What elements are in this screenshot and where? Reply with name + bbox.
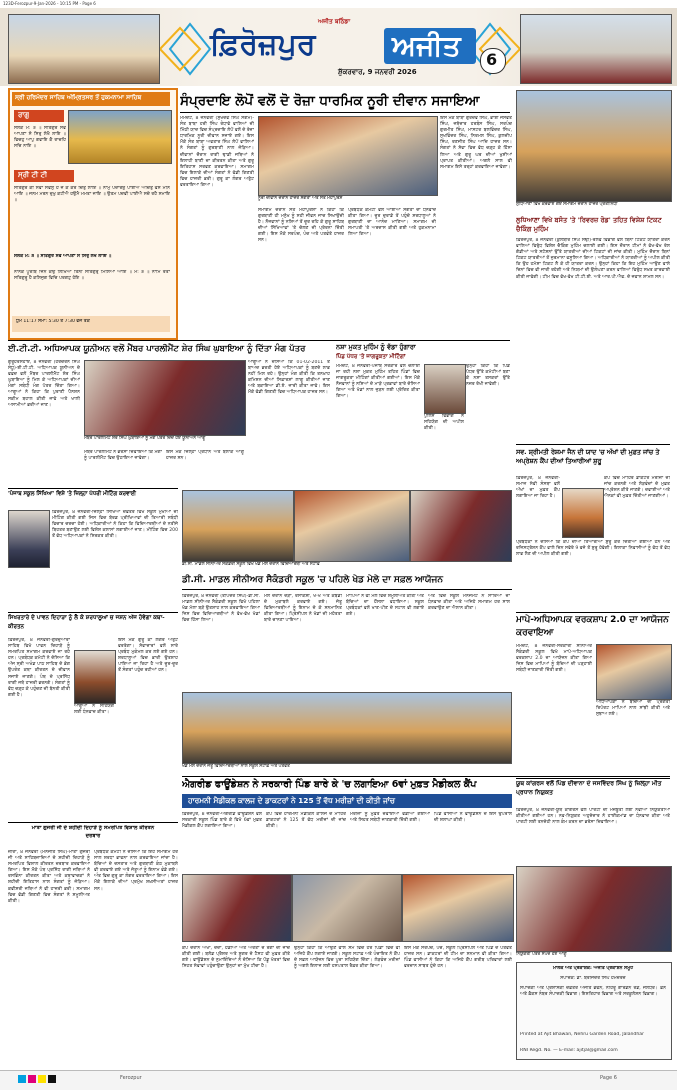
- subhead-nasha: ਪਿੰਡ ਪੱਧਰ 'ਤੇ ਜਾਗਰੂਕਤਾ ਮੀਟਿੰਗਾਂ: [336, 354, 406, 360]
- headline-small-left: ਮਾਤਾ ਗੁਜਰੀ ਜੀ ਦੇ ਸ਼ਹੀਦੀ ਦਿਹਾੜੇ ਨੂੰ ਸਮਰਪਿਤ ਵਿਸ਼ਾਲ ਕੀਰਤਨ ਦਰਬਾਰ: [31, 825, 155, 839]
- dc-photo-1: [182, 490, 294, 562]
- imprint-line3: Printed at Ajit Bhawan, Nehru Garden Road, Jalandhar: [520, 1032, 644, 1037]
- sidebar-line1: ਸਲੋਕ ਮ: ੩ ॥ ਸਤਿਗੁਰ ਸੇਵੇ ਆਪਣਾ ਸੋ ਸਿਰੁ ਲੇਖੈ ਲਾਇ ॥: [14, 254, 112, 259]
- footer-cmyk-cyan: [18, 1075, 26, 1083]
- ett-col1: ਗੁਰੂਹਰਸਹਾਏ, 8 ਜਨਵਰੀ (ਹਰਚਰਨ ਸਿੰਘ ਸੰਧੂ)-ਈ.ਟੀ.ਟੀ. ਅਧਿਆਪਕ ਯੂਨੀਅਨ ਦੇ ਵਫ਼ਦ ਵਲੋਂ ਮੈਂਬਰ ਪਾਰਲੀਮੈਂਟ ਸ਼ੇਰ ਸਿੰਘ ਘੁਬਾਇਆ ਨੂੰ ਮਿਲ ਕੇ ਅਧਿਆਪਕਾਂ ਦੀਆਂ ਮੰਗਾਂ ਸਬੰਧੀ ਮੰਗ ਪੱਤਰ ਦਿੱਤਾ ਗਿਆ। ਆਗੂਆਂ ਨੇ ਕਿਹਾ ਕਿ ਪੁਰਾਣੀ ਪੈਨਸ਼ਨ ਸਕੀਮ ਬਹਾਲ ਕੀਤੀ ਜਾਵੇ ਅਤੇ ਖਾਲੀ ਅਸਾਮੀਆਂ ਭਰੀਆਂ ਜਾਣ।: [8, 360, 80, 408]
- eye-camp-portrait: [562, 488, 604, 538]
- small-left-col2: ਪ੍ਰਬੰਧਕ ਕਮੇਟੀ ਨੇ ਦੱਸਿਆ ਕਿ ਇਹ ਸਮਾਗਮ ਹਰ ਸਾਲ ਸ਼ਰਧਾ ਭਾਵਨਾ ਨਾਲ ਕਰਵਾਇਆ ਜਾਂਦਾ ਹੈ। ਬੱਚਿਆਂ ਦੇ ਦਸਤਾਰ ਅਤੇ ਗੁਰਬਾਣੀ ਕੰਠ ਮੁਕਾਬਲੇ ਵੀ ਕਰਵਾਏ ਗਏ ਅਤੇ ਜੇਤੂਆਂ ਨੂੰ ਇਨਾਮ ਵੰਡੇ ਗਏ। ਅੰਤ ਵਿਚ ਗੁਰੂ ਕਾ ਲੰਗਰ ਵਰਤਾਇਆ ਗਿਆ। ਇਸ ਮੌਕੇ ਇਲਾਕੇ ਦੀਆਂ ਪ੍ਰਮੁੱਖ ਸ਼ਖ਼ਸੀਅਤਾਂ ਹਾਜ਼ਰ ਸਨ।: [94, 850, 178, 892]
- top-story-photo: [258, 116, 438, 196]
- rule-ett: [8, 340, 510, 341]
- bottom-col7: ਇਸ ਮੌਕੇ ਸਰਪੰਚ, ਪੰਚ, ਸਕੂਲ ਪ੍ਰਿੰਸੀਪਲ ਅਤੇ ਪਿੰਡ ਦੇ ਪਤਵੰਤੇ ਹਾਜ਼ਰ ਸਨ। ਡਾਕਟਰਾਂ ਦੀ ਟੀਮ ਦਾ ਸਨਮਾਨ ਵੀ ਕੀਤਾ ਗਿਆ। ਪਿੰਡ ਵਾਸੀਆਂ ਨੇ ਕਿਹਾ ਕਿ ਅਜਿਹੇ ਕੈਂਪ ਗਰੀਬ ਪਰਿਵਾਰਾਂ ਲਈ ਵਰਦਾਨ ਸਾਬਤ ਹੁੰਦੇ ਹਨ।: [404, 946, 512, 970]
- bottom-col6: ਉਨ੍ਹਾਂ ਕਿਹਾ ਕਿ ਆਉਣ ਵਾਲੇ ਸਮੇਂ ਵਿਚ ਹੋਰ ਪਿੰਡਾਂ ਵਿਚ ਵੀ ਅਜਿਹੇ ਕੈਂਪ ਲਗਾਏ ਜਾਣਗੇ। ਸਕੂਲ ਸਟਾਫ਼ ਅਤੇ ਪੰਚਾਇਤ ਨੇ ਕੈਂਪ ਦੇ ਸਫ਼ਲ ਆਯੋਜਨ ਵਿਚ ਪੂਰਾ ਸਹਿਯੋਗ ਦਿੱਤਾ। ਲੋੜਵੰਦ ਮਰੀਜ਼ਾਂ ਨੂੰ ਅਗਲੇ ਇਲਾਜ ਲਈ ਹਸਪਤਾਲ ਰੈਫ਼ਰ ਕੀਤਾ ਗਿਆ।: [294, 946, 400, 970]
- dc-caption: ਡੀ.ਸੀ. ਮਾਡਲ ਸੀਨੀਅਰ ਸੈਕੰਡਰੀ ਸਕੂਲ ਵਿਖੇ ਖੇਡ ਮੇਲੇ ਦੌਰਾਨ ਵਿਦਿਆਰਥੀ ਅਤੇ ਸਟਾਫ਼: [182, 562, 320, 567]
- left-lower-col2: ਇਸ ਮੌਕੇ ਗੁਰੂ ਕਾ ਲੰਗਰ ਅਤੁੱਟ ਵਰਤੇਗਾ। ਸੇਵਾਦਾਰਾਂ ਵਲੋਂ ਸਾਰੇ ਪ੍ਰਬੰਧ ਮੁਕੰਮਲ ਕਰ ਲਏ ਗਏ ਹਨ। ਸ਼ਰਧਾਲੂਆਂ ਵਿਚ ਭਾਰੀ ਉਤਸ਼ਾਹ ਪਾਇਆ ਜਾ ਰਿਹਾ ਹੈ ਅਤੇ ਦੂਰ-ਦੂਰ ਤੋਂ ਸੰਗਤਾਂ ਪਹੁੰਚ ਰਹੀਆਂ ਹਨ।: [118, 638, 178, 674]
- right-lower-caption: ਨਿਯੁਕਤੀ ਪੱਤਰ ਸੌਂਪਦੇ ਹੋਏ ਆਗੂ: [516, 952, 567, 957]
- nasha-col1: ਮਮਦੋਟ, 8 ਜਨਵਰੀ-ਪੰਜਾਬ ਸਰਕਾਰ ਵਲੋਂ ਚਲਾਈ ਜਾ ਰਹੀ ਨਸ਼ਾ ਮੁਕਤ ਮੁਹਿੰਮ ਤਹਿਤ ਪਿੰਡਾਂ ਵਿਚ ਜਾਗਰੂਕਤਾ ਮੀਟਿੰਗਾਂ ਕੀਤੀਆਂ ਗਈਆਂ। ਇਸ ਮੌਕੇ ਨੌਜਵਾਨਾਂ ਨੂੰ ਨਸ਼ਿਆਂ ਦੇ ਮਾੜੇ ਪ੍ਰਭਾਵਾਂ ਬਾਰੇ ਦੱਸਿਆ ਗਿਆ ਅਤੇ ਖੇਡਾਂ ਨਾਲ ਜੁੜਨ ਲਈ ਪ੍ਰੇਰਿਤ ਕੀਤਾ ਗਿਆ।: [336, 364, 420, 400]
- masthead-title-b: ਅਜੀਤ: [392, 29, 461, 62]
- headline-left-mid: 'ਪੰਜਾਬ ਸਕੂਲ ਸਿੱਖਿਆ' ਵਿਸ਼ੇ 'ਤੇ ਜ਼ਿਲ੍ਹਾ ਪੱਧਰੀ ਮੀਟਿੰਗ ਕਰਵਾਈ: [8, 491, 136, 497]
- left-mid-col: ਫ਼ਿਰੋਜ਼ਪੁਰ, 8 ਜਨਵਰੀ-ਜ਼ਿਲ੍ਹਾ ਸਿੱਖਿਆ ਦਫ਼ਤਰ ਵਿਖੇ ਸਕੂਲ ਮੁਖੀਆਂ ਦੀ ਮੀਟਿੰਗ ਕੀਤੀ ਗਈ ਜਿਸ ਵਿਚ ਬੋਰਡ ਪ੍ਰੀਖਿਆਵਾਂ ਦੀ ਤਿਆਰੀ ਸਬੰਧੀ ਵਿਚਾਰ ਚਰਚਾ ਹੋਈ। ਅਧਿਕਾਰੀਆਂ ਨੇ ਕਿਹਾ ਕਿ ਵਿਦਿਆਰਥੀਆਂ ਦੇ ਨਤੀਜੇ ਬਿਹਤਰ ਬਣਾਉਣ ਲਈ ਵਿਸ਼ੇਸ਼ ਕਲਾਸਾਂ ਲਗਾਈਆਂ ਜਾਣ। ਮੀਟਿੰਗ ਵਿਚ 200 ਤੋਂ ਵੱਧ ਅਧਿਆਪਕਾਂ ਨੇ ਸ਼ਿਰਕਤ ਕੀਤੀ।: [52, 510, 178, 540]
- sidebar-tag2-text: ਸ੍ਰੀ ਟੀ ਟੀ: [18, 171, 48, 179]
- right-top-caption: ਲੁਧਿਆਣਾ ਵਿਖੇ ਕਰਵਾਏ ਗਏ ਸਮਾਗਮ ਦੌਰਾਨ ਹਾਜ਼ਰ ਪ੍ਰਤੀਨਿਧੀ: [516, 202, 618, 207]
- headline-right-lower: ਯੂਥ ਕਾਂਗਰਸ ਵਲੋਂ ਪਿੰਡ ਦੀਵਾਨਾ ਦੇ ਜਸਵਿੰਦਰ ਸਿੰਘ ਨੂੰ ਜ਼ਿਲ੍ਹਾ ਮੀਤ ਪ੍ਰਧਾਨ ਨਿਯੁਕਤ: [516, 780, 662, 796]
- print-slug: 123D-Ferozpur-9-Jan-2026 - 10:15 PM - Page 6: [3, 1, 96, 6]
- masthead-title-a: ਫ਼ਿਰੋਜ਼ਪੁਰ: [210, 27, 316, 62]
- headline-ett: ਈ.ਟੀ.ਟੀ. ਅਧਿਆਪਕ ਯੂਨੀਅਨ ਵਲੋਂ ਮੈਂਬਰ ਪਾਰਲੀਮੈਂਟ ਸ਼ੇਰ ਸਿੰਘ ਘੁਬਾਇਆ ਨੂੰ ਦਿੱਤਾ ਮੰਗ ਪੱਤਰ: [8, 344, 306, 354]
- ett-col3: ਇਸ ਮੌਕੇ ਜ਼ਿਲ੍ਹਾ ਪ੍ਰਧਾਨ ਅਤੇ ਬਲਾਕ ਆਗੂ ਹਾਜ਼ਰ ਸਨ।: [166, 450, 244, 462]
- sidebar-text-2: ਸਤਿਗੁਰ ਕੀ ਸੇਵਾ ਸਫਲੁ ਹੈ ਜੇ ਕੋ ਕਰੇ ਚਿਤੁ ਲਾਇ ॥ ਨਾਮੁ ਪਦਾਰਥੁ ਪਾਈਐ ਅਚਿੰਤੁ ਵਸੈ ਮਨਿ ਆਇ ॥ ਜਨਮ ਮਰਨ ਦੁਖੁ ਕਟੀਐ ਹਉਮੈ ਮਮਤਾ ਜਾਇ ॥ ਉਤਮ ਪਦਵੀ ਪਾਈਐ ਸਚੇ ਰਹੈ ਸਮਾਇ ॥: [14, 186, 170, 204]
- masthead-left-photo: [8, 14, 160, 84]
- imprint-body: ਸੰਪਾਦਕੀ ਅਤੇ ਪ੍ਰਸ਼ਾਸਕੀ ਦਫ਼ਤਰ ਅਜੀਤ ਭਵਨ, ਨਹਿਰੂ ਗਾਰਡਨ ਰੋਡ, ਜਲੰਧਰ। ਫ਼ੋਨ ਅਤੇ ਫ਼ੈਕਸ ਨੰਬਰ ਸੰਪਾਦਕੀ ਵਿਭਾਗ। ਇਸ਼ਤਿਹਾਰ ਵਿਭਾਗ ਅਤੇ ਸਰਕੂਲੇਸ਼ਨ ਵਿਭਾਗ।: [520, 986, 666, 998]
- top-story-col4: ਇਸ ਮੌਕੇ ਬਾਬਾ ਗੁਰਦੇਵ ਸਿੰਘ, ਭਾਈ ਜਸਵੰਤ ਸਿੰਘ, ਜਥੇਦਾਰ ਹਰਬੰਸ ਸਿੰਘ, ਸਰਪੰਚ ਗੁਰਮੀਤ ਸਿੰਘ, ਮਾਸਟਰ ਬਲਵਿੰਦਰ ਸਿੰਘ, ਸੁਖਵਿੰਦਰ ਸਿੰਘ, ਨਿਰਮਲ ਸਿੰਘ, ਕੁਲਦੀਪ ਸਿੰਘ, ਰਣਜੀਤ ਸਿੰਘ ਆਦਿ ਹਾਜ਼ਰ ਸਨ। ਸੰਗਤਾਂ ਨੇ ਸੇਵਾ ਵਿਚ ਵੱਧ ਚੜ੍ਹ ਕੇ ਹਿੱਸਾ ਲਿਆ ਅਤੇ ਗੁਰੂ ਘਰ ਦੀਆਂ ਖੁਸ਼ੀਆਂ ਪ੍ਰਾਪਤ ਕੀਤੀਆਂ। ਅਗਲੇ ਸਾਲ ਵੀ ਸਮਾਗਮ ਇਸੇ ਤਰ੍ਹਾਂ ਕਰਵਾਇਆ ਜਾਵੇਗਾ।: [440, 116, 512, 170]
- left-lower-col3: ਆਗੂਆਂ ਨੇ ਸਹਿਯੋਗ ਲਈ ਧੰਨਵਾਦ ਕੀਤਾ।: [74, 704, 114, 716]
- sidebar-box-title: ਸ੍ਰੀ ਹਰਿਮੰਦਰ ਸਾਹਿਬ ਅੰਮ੍ਰਿਤਸਰ ਤੋਂ ਹੁਕਮਨਾਮਾ ਸਾਹਿਬ: [15, 94, 142, 101]
- rule-right-mid: [516, 444, 670, 445]
- masthead-right-photo: [520, 14, 672, 84]
- bottom-photo-2: [292, 874, 402, 942]
- top-story-col1: ਮਮਦੋਟ, 8 ਜਨਵਰੀ (ਸੁਖਦੇਵ ਸਿੰਘ ਸੰਗਮ)-ਸੰਤ ਬਾਬਾ ਹਰੀ ਸਿੰਘ ਰੰਧਾਵੇ ਵਾਲਿਆਂ ਦੀ ਮਿੱਠੀ ਯਾਦ ਵਿਚ ਸੰਪ੍ਰਦਾਇ ਲੋਪੋਂ ਵਲੋਂ ਦੋ ਰੋਜ਼ਾ ਧਾਰਮਿਕ ਨੂਰੀ ਦੀਵਾਨ ਸਜਾਏ ਗਏ। ਇਸ ਮੌਕੇ ਸੰਤ ਬਾਬਾ ਅਵਤਾਰ ਸਿੰਘ ਲੋਪੋਂ ਵਾਲਿਆਂ ਨੇ ਸੰਗਤਾਂ ਨੂੰ ਗੁਰਬਾਣੀ ਨਾਲ ਜੋੜਿਆ। ਦੀਵਾਨਾਂ ਦੌਰਾਨ ਰਾਗੀ ਢਾਡੀ ਜਥਿਆਂ ਨੇ ਇਲਾਹੀ ਬਾਣੀ ਦਾ ਕੀਰਤਨ ਕੀਤਾ ਅਤੇ ਗੁਰੂ ਇਤਿਹਾਸ ਸਰਵਣ ਕਰਵਾਇਆ। ਸਮਾਗਮ ਵਿਚ ਇਲਾਕੇ ਦੀਆਂ ਸੰਗਤਾਂ ਨੇ ਵੱਡੀ ਗਿਣਤੀ ਵਿਚ ਹਾਜ਼ਰੀ ਭਰੀ। ਗੁਰੂ ਕਾ ਲੰਗਰ ਅਤੁੱਟ ਵਰਤਾਇਆ ਗਿਆ।: [180, 116, 254, 189]
- headline-top: ਸੰਪ੍ਰਦਾਇ ਲੋਪੋਂ ਵਲੋਂ ਦੋ ਰੋਜ਼ਾ ਧਾਰਮਿਕ ਨੂਰੀ ਦੀਵਾਨ ਸਜਾਇਆ: [180, 93, 480, 109]
- eye-camp-col3: ਪ੍ਰਬੰਧਕਾਂ ਨੇ ਦੱਸਿਆ ਕਿ ਕੈਂਪ ਦੀਆਂ ਤਿਆਰੀਆਂ ਸ਼ੁਰੂ ਕਰ ਦਿੱਤੀਆਂ ਗਈਆਂ ਹਨ ਅਤੇ ਰਜਿਸਟ੍ਰੇਸ਼ਨ ਕੈਂਪ ਵਾਲੇ ਦਿਨ ਸਵੇਰੇ 9 ਵਜੇ ਤੋਂ ਸ਼ੁਰੂ ਹੋਵੇਗੀ। ਇਲਾਕਾ ਨਿਵਾਸੀਆਂ ਨੂੰ ਵੱਧ ਤੋਂ ਵੱਧ ਲਾਭ ਲੈਣ ਦੀ ਅਪੀਲ ਕੀਤੀ ਗਈ।: [516, 540, 670, 558]
- right-top-photo: [516, 90, 672, 202]
- sidebar-golden-temple-photo: [68, 110, 172, 164]
- imprint-line4: RNI Regd. No. — E-mail: ajitjal@gmail.com: [520, 1048, 618, 1053]
- headline-workshop: ਮਾਪੇ-ਅਧਿਆਪਕ ਵਰਕਸ਼ਾਪ 2.0 ਦਾ ਆਯੋਜਨ ਕਰਵਾਇਆ: [516, 615, 669, 638]
- rule-dc: [182, 589, 512, 590]
- rule-top: [180, 112, 510, 113]
- headline-nasha: ਨਸ਼ਾ ਮੁਕਤ ਮੁਹਿੰਮ ਨੂੰ ਵੱਡਾ ਹੁੰਗਾਰਾ: [336, 343, 416, 351]
- rule-small-left: [8, 822, 178, 823]
- ett-col4: ਆਗੂਆਂ ਨੇ ਦੱਸਿਆ ਕਿ 01-02-2011 ਤੋਂ ਬਾਅਦ ਭਰਤੀ ਹੋਏ ਅਧਿਆਪਕਾਂ ਨੂੰ ਬਣਦੇ ਲਾਭ ਨਹੀਂ ਮਿਲ ਰਹੇ। ਉਨ੍ਹਾਂ ਮੰਗ ਕੀਤੀ ਕਿ ਤਨਖ਼ਾਹ ਕਮਿਸ਼ਨ ਦੀਆਂ ਸਿਫ਼ਾਰਸ਼ਾਂ ਲਾਗੂ ਕੀਤੀਆਂ ਜਾਣ ਅਤੇ ਬਕਾਇਆ ਡੀ.ਏ. ਜਾਰੀ ਕੀਤਾ ਜਾਵੇ। ਇਸ ਮੌਕੇ ਵੱਡੀ ਗਿਣਤੀ ਵਿਚ ਅਧਿਆਪਕ ਹਾਜ਼ਰ ਸਨ।: [248, 360, 330, 396]
- dc-photo-3: [410, 490, 512, 562]
- bottom-photo-1: [182, 874, 292, 942]
- top-story-col2: ਸਮਾਗਮ ਦੌਰਾਨ ਸੰਤ ਮਹਾਂਪੁਰਸ਼ਾਂ ਨੇ ਕਿਹਾ ਕਿ ਗੁਰਬਾਣੀ ਹੀ ਮਨੁੱਖ ਨੂੰ ਸਹੀ ਜੀਵਨ ਜਾਚ ਸਿਖਾਉਂਦੀ ਹੈ। ਨੌਜਵਾਨਾਂ ਨੂੰ ਨਸ਼ਿਆਂ ਤੋਂ ਦੂਰ ਰਹਿ ਕੇ ਗੁਰੂ ਸਾਹਿਬ ਦੀਆਂ ਸਿੱਖਿਆਵਾਂ 'ਤੇ ਚੱਲਣ ਦੀ ਪ੍ਰੇਰਨਾ ਦਿੱਤੀ ਗਈ। ਇਸ ਮੌਕੇ ਸਰਪੰਚ, ਪੰਚ ਅਤੇ ਪਤਵੰਤੇ ਹਾਜ਼ਰ ਸਨ।: [258, 208, 344, 244]
- left-lower-col1: ਫ਼ਿਰੋਜ਼ਪੁਰ, 8 ਜਨਵਰੀ-ਗੁਰਦੁਆਰਾ ਸਾਹਿਬ ਵਿਖੇ ਪਾਵਨ ਦਿਹਾੜੇ ਨੂੰ ਸਮਰਪਿਤ ਸਮਾਗਮ ਕਰਵਾਏ ਜਾ ਰਹੇ ਹਨ। ਪ੍ਰਬੰਧਕ ਕਮੇਟੀ ਨੇ ਦੱਸਿਆ ਕਿ ਅੱਜ ਸ੍ਰੀ ਅਖੰਡ ਪਾਠ ਸਾਹਿਬ ਦੇ ਭੋਗ ਉਪਰੰਤ ਕਥਾ ਕੀਰਤਨ ਦੇ ਦੀਵਾਨ ਸਜਾਏ ਜਾਣਗੇ। ਪੰਥ ਦੇ ਪ੍ਰਸਿੱਧ ਰਾਗੀ ਜਥੇ ਹਾਜ਼ਰੀ ਭਰਨਗੇ। ਸੰਗਤਾਂ ਨੂੰ ਵੱਧ ਚੜ੍ਹ ਕੇ ਪਹੁੰਚਣ ਦੀ ਬੇਨਤੀ ਕੀਤੀ ਗਈ ਹੈ।: [8, 638, 70, 698]
- sidebar-text-3: ਨਾਨਕ ਪੂਰਬਿ ਜਿਨ ਕਉ ਲਿਖਿਆ ਤਿਨੀ ਸਤਿਗੁਰੁ ਮਿਲਿਆ ਆਇ ॥ ਮ: ੩ ॥ ਨਾਮਿ ਰਤਾ ਸਤਿਗੁਰੂ ਹੈ ਕਲਿਜੁਗ ਵਿਚਿ ਪਰਗਟੁ ਹੋਇ ॥: [14, 270, 170, 282]
- small-left-col1: ਜ਼ੀਰਾ, 8 ਜਨਵਰੀ (ਮਨਜੀਤ ਸਿੰਘ)-ਮਾਤਾ ਗੁਜਰੀ ਜੀ ਅਤੇ ਸਾਹਿਬਜ਼ਾਦਿਆਂ ਦੇ ਸ਼ਹੀਦੀ ਦਿਹਾੜੇ ਨੂੰ ਸਮਰਪਿਤ ਵਿਸ਼ਾਲ ਕੀਰਤਨ ਦਰਬਾਰ ਕਰਵਾਇਆ ਗਿਆ। ਇਸ ਮੌਕੇ ਪੰਥ ਪ੍ਰਸਿੱਧ ਰਾਗੀ ਜਥਿਆਂ ਨੇ ਰਸਭਿੰਨਾ ਕੀਰਤਨ ਕੀਤਾ ਅਤੇ ਕਥਾਵਾਚਕਾਂ ਨੇ ਸ਼ਹੀਦੀ ਇਤਿਹਾਸ ਨਾਲ ਸੰਗਤਾਂ ਨੂੰ ਜੋੜਿਆ। ਕਵੀਸ਼ਰੀ ਜਥਿਆਂ ਨੇ ਵੀ ਹਾਜ਼ਰੀ ਭਰੀ। ਸਮਾਗਮ ਵਿਚ ਵੱਡੀ ਗਿਣਤੀ ਵਿਚ ਸੰਗਤਾਂ ਨੇ ਸ਼ਮੂਲੀਅਤ ਕੀਤੀ।: [8, 850, 90, 904]
- headline-dc: ਡੀ.ਸੀ. ਮਾਡਲ ਸੀਨੀਅਰ ਸੈਕੰਡਰੀ ਸਕੂਲ 'ਚ ਪਹਿਲੇ ਖੇਡ ਮੇਲੇ ਦਾ ਸਫ਼ਲ ਆਯੋਜਨ: [182, 575, 443, 585]
- sidebar-box: [8, 88, 178, 340]
- imprint-line2: ਸੰਪਾਦਕ: ਡਾ. ਬਰਜਿੰਦਰ ਸਿੰਘ ਹਮਦਰਦ: [560, 976, 626, 981]
- masthead-small-label: ਅਜੀਤ ਬਠਿੰਡਾ: [318, 18, 351, 25]
- sidebar-text-1: ਸਲੋਕ ਮ: ੩ ॥ ਸਤਿਗੁਰ ਸੇਵੇ ਆਪਣਾ ਸੋ ਸਿਰੁ ਲੇਖੈ ਲਾਇ ॥ ਵਿਚਹੁ ਆਪੁ ਗਵਾਇ ਕੈ ਰਾਚਹਿ ਸਚਿ ਨਾਇ ॥: [14, 126, 66, 150]
- nasha-col3: ਪੁਲਿਸ ਵਿਭਾਗ ਨੇ ਸਹਿਯੋਗ ਦੀ ਅਪੀਲ ਕੀਤੀ।: [424, 414, 464, 432]
- masthead-date: ਸ਼ੁੱਕਰਵਾਰ, 9 ਜਨਵਰੀ 2026: [338, 68, 417, 76]
- rule-workshop: [516, 612, 670, 613]
- footer-bar: [0, 1070, 677, 1090]
- imprint-line1: ਮਾਲਕ ਅਤੇ ਪ੍ਰਕਾਸ਼ਕ: ਅਜੀਤ ਪ੍ਰਕਾਸ਼ਨ ਸਮੂਹ: [552, 966, 634, 971]
- right-top-headline: ਲੁਧਿਆਣਾ ਵਿਖੇ ਬਸੰਤ 'ਤੇ 'ਰਿਵਰਜ਼ ਰੋਡ' ਤਹਿਤ ਵਿਸ਼ੇਸ਼ ਟਿਕਟ ਚੈਕਿੰਗ ਮੁਹਿੰਮ: [516, 216, 662, 233]
- nasha-col2: ਉਨ੍ਹਾਂ ਕਿਹਾ ਕਿ ਪਿੰਡ ਪੱਧਰ ਉੱਤੇ ਕਮੇਟੀਆਂ ਬਣਾ ਕੇ ਨਸ਼ਾ ਤਸਕਰਾਂ ਉੱਤੇ ਨਜ਼ਰ ਰੱਖੀ ਜਾਵੇਗੀ।: [466, 364, 510, 388]
- top-story-col3: ਪ੍ਰਬੰਧਕ ਕਮੇਟੀ ਵਲੋਂ ਆਈਆਂ ਸੰਗਤਾਂ ਦਾ ਧੰਨਵਾਦ ਕੀਤਾ ਗਿਆ। ਦੂਰ ਦੁਰਾਡੇ ਤੋਂ ਪਹੁੰਚੇ ਸ਼ਰਧਾਲੂਆਂ ਨੇ ਗੁਰਬਾਣੀ ਦਾ ਆਨੰਦ ਮਾਣਿਆ। ਸਮਾਗਮ ਦੀ ਸਮਾਪਤੀ 'ਤੇ ਅਰਦਾਸ ਕੀਤੀ ਗਈ ਅਤੇ ਹੁਕਮਨਾਮਾ ਲਿਆ ਗਿਆ।: [348, 208, 436, 238]
- sidebar-tag1-text: ਰਾਗੁ: [18, 111, 30, 119]
- rule-bottom: [182, 776, 670, 777]
- right-top-body: ਫ਼ਿਰੋਜ਼ਪੁਰ, 8 ਜਨਵਰੀ (ਕੁਲਬੀਰ ਸਿੰਘ ਸੋਢੀ)-ਰੇਲਵੇ ਵਿਭਾਗ ਵਲੋਂ ਬਿਨਾਂ ਟਿਕਟ ਯਾਤਰਾ ਕਰਨ ਵਾਲਿਆਂ ਵਿਰੁੱਧ ਵਿਸ਼ੇਸ਼ ਚੈਕਿੰਗ ਮੁਹਿੰਮ ਚਲਾਈ ਗਈ। ਇਸ ਦੌਰਾਨ ਟੀਮਾਂ ਨੇ ਵੱਖ-ਵੱਖ ਰੇਲ ਗੱਡੀਆਂ ਅਤੇ ਸਟੇਸ਼ਨਾਂ ਉੱਤੇ ਯਾਤਰੀਆਂ ਦੀਆਂ ਟਿਕਟਾਂ ਦੀ ਜਾਂਚ ਕੀਤੀ। ਮੁਹਿੰਮ ਦੌਰਾਨ ਬਿਨਾਂ ਟਿਕਟ ਯਾਤਰੀਆਂ ਤੋਂ ਜੁਰਮਾਨਾ ਵਸੂਲਿਆ ਗਿਆ। ਅਧਿਕਾਰੀਆਂ ਨੇ ਯਾਤਰੀਆਂ ਨੂੰ ਅਪੀਲ ਕੀਤੀ ਕਿ ਉਹ ਹਮੇਸ਼ਾ ਟਿਕਟ ਲੈ ਕੇ ਹੀ ਯਾਤਰਾ ਕਰਨ। ਉਨ੍ਹਾਂ ਕਿਹਾ ਕਿ ਇਹ ਮੁਹਿੰਮ ਆਉਣ ਵਾਲੇ ਦਿਨਾਂ ਵਿਚ ਵੀ ਜਾਰੀ ਰਹੇਗੀ ਅਤੇ ਨਿਯਮਾਂ ਦੀ ਉਲੰਘਣਾ ਕਰਨ ਵਾਲਿਆਂ ਵਿਰੁੱਧ ਸਖ਼ਤ ਕਾਰਵਾਈ ਕੀਤੀ ਜਾਵੇਗੀ। ਟੀਮ ਵਿਚ ਵੱਖ-ਵੱਖ ਟੀ.ਟੀ.ਈ. ਅਤੇ ਆਰ.ਪੀ.ਐਫ. ਦੇ ਜਵਾਨ ਸ਼ਾਮਲ ਸਨ।: [516, 238, 670, 280]
- bottom-col2: ਕੈਂਪ ਵਿਚ ਹਾਰਮਨੀ ਮੈਡੀਕਲ ਕਾਲਜ ਦੇ ਮਾਹਿਰ ਡਾਕਟਰਾਂ ਨੇ 125 ਤੋਂ ਵੱਧ ਮਰੀਜ਼ਾਂ ਦੀ ਜਾਂਚ ਕੀਤੀ।: [266, 812, 346, 830]
- dc-col2: ਮੇਲੇ ਦੌਰਾਨ ਦੌੜਾਂ, ਰੱਸਾਕਸ਼ੀ, ਖੋ-ਖੋ ਅਤੇ ਕਬੱਡੀ ਦੇ ਮੁਕਾਬਲੇ ਕਰਵਾਏ ਗਏ। ਜੇਤੂ ਵਿਦਿਆਰਥੀਆਂ ਨੂੰ ਇਨਾਮ ਦੇ ਕੇ ਸਨਮਾਨਿਤ ਕੀਤਾ ਗਿਆ। ਪ੍ਰਿੰਸੀਪਲ ਨੇ ਖੇਡਾਂ ਦੀ ਮਹੱਤਤਾ ਬਾਰੇ ਚਾਨਣਾ ਪਾਇਆ।: [264, 594, 342, 624]
- left-lower-portrait: [74, 650, 116, 704]
- dc-col1: ਫ਼ਿਰੋਜ਼ਪੁਰ, 8 ਜਨਵਰੀ (ਤਪਿੰਦਰ ਸਿੰਘ)-ਡੀ.ਸੀ. ਮਾਡਲ ਸੀਨੀਅਰ ਸੈਕੰਡਰੀ ਸਕੂਲ ਵਿਖੇ ਪਹਿਲਾ ਖੇਡ ਮੇਲਾ ਬੜੇ ਉਤਸ਼ਾਹ ਨਾਲ ਕਰਵਾਇਆ ਗਿਆ ਜਿਸ ਵਿਚ ਵਿਦਿਆਰਥੀਆਂ ਨੇ ਵੱਖ-ਵੱਖ ਖੇਡਾਂ ਵਿਚ ਹਿੱਸਾ ਲਿਆ।: [182, 594, 260, 624]
- ett-photo: [84, 360, 246, 436]
- dc-col4: ਅੰਤ ਵਿਚ ਸਕੂਲ ਮੈਨੇਜਮੈਂਟ ਨੇ ਸਾਰਿਆਂ ਦਾ ਧੰਨਵਾਦ ਕੀਤਾ ਅਤੇ ਅਜਿਹੇ ਸਮਾਗਮ ਹਰ ਸਾਲ ਕਰਵਾਉਣ ਦਾ ਐਲਾਨ ਕੀਤਾ।: [428, 594, 510, 612]
- rule-left-lower: [8, 612, 178, 613]
- top-story-photo-caption: ਨੂਰੀ ਦੀਵਾਨ ਦੌਰਾਨ ਹਾਜ਼ਰ ਸੰਗਤਾਂ ਅਤੇ ਸੰਤ ਮਹਾਂਪੁਰਸ਼: [258, 196, 343, 201]
- bottom-col3: ਮਰੀਜ਼ਾਂ ਨੂੰ ਮੁਫ਼ਤ ਦਵਾਈਆਂ ਵੰਡੀਆਂ ਗਈਆਂ ਅਤੇ ਸਿਹਤ ਸਬੰਧੀ ਜਾਣਕਾਰੀ ਦਿੱਤੀ ਗਈ।: [350, 812, 430, 824]
- footer-cmyk-yellow: [38, 1075, 46, 1083]
- rule-left-mid: [8, 488, 178, 489]
- ett-col2: ਮੈਂਬਰ ਪਾਰਲੀਮੈਂਟ ਨੇ ਭਰੋਸਾ ਦਿਵਾਇਆ ਕਿ ਮੰਗਾਂ ਨੂੰ ਪਾਰਲੀਮੈਂਟ ਵਿਚ ਉਠਾਇਆ ਜਾਵੇਗਾ।: [84, 450, 162, 462]
- sidebar-line2: ਧੁਮ 11:17 ਸਮਾਂ: 5:30 ਤੋਂ 7:30 ਵਜੇ ਤੱਕ: [16, 319, 90, 324]
- masthead: [0, 8, 677, 86]
- bottom-photo-3: [402, 874, 514, 942]
- group-photo: [182, 692, 512, 764]
- bottom-col1: ਫ਼ਿਰੋਜ਼ਪੁਰ, 8 ਜਨਵਰੀ-ਐਗਰੀਡ ਫਾਊਂਡੇਸ਼ਨ ਵਲੋਂ ਸਰਕਾਰੀ ਸਕੂਲ ਪਿੰਡ ਬਾਰੇ ਕੇ ਵਿਖੇ 6ਵਾਂ ਮੁਫ਼ਤ ਮੈਡੀਕਲ ਕੈਂਪ ਲਗਾਇਆ ਗਿਆ।: [182, 812, 262, 830]
- right-lower-photo: [516, 866, 672, 952]
- subhead-bottom: ਹਾਰਮਨੀ ਮੈਡੀਕਲ ਕਾਲਜ ਦੇ ਡਾਕਟਰਾਂ ਨੇ 125 ਤੋਂ ਵੱਧ ਮਰੀਜ਼ਾਂ ਦੀ ਕੀਤੀ ਜਾਂਚ: [188, 796, 395, 805]
- eye-camp-col1: ਫ਼ਿਰੋਜ਼ਪੁਰ, 8 ਜਨਵਰੀ-ਸਮਾਜ ਸੇਵੀ ਸੰਸਥਾ ਵਲੋਂ ਅੱਖਾਂ ਦਾ ਮੁਫ਼ਤ ਕੈਂਪ ਲਗਾਇਆ ਜਾ ਰਿਹਾ ਹੈ।: [516, 476, 560, 500]
- headline-left-lower: ਸਿਖਰਤਾਰੇ ਦੇ ਪਾਵਨ ਦਿਹਾੜਾ ਨੂੰ ਲੈ ਕੇ ਸ਼ਰਧਾਲੂਆਂ ਚ ਜਸ਼ਨ ਅੱਜ ਹੋਵੇਗਾ ਕਥਾ-ਕੀਰਤਨ: [8, 615, 165, 630]
- dc-photo-2: [294, 490, 410, 562]
- page-number: 6: [486, 50, 498, 69]
- bottom-col5: ਕੈਂਪ ਦੌਰਾਨ ਅੱਖਾਂ, ਦੰਦਾਂ, ਹੱਡੀਆਂ ਅਤੇ ਔਰਤਾਂ ਦੇ ਰੋਗਾਂ ਦੀ ਜਾਂਚ ਕੀਤੀ ਗਈ। ਬਲੱਡ ਪ੍ਰੈਸ਼ਰ ਅਤੇ ਸ਼ੂਗਰ ਦੇ ਟੈਸਟ ਵੀ ਮੁਫ਼ਤ ਕੀਤੇ ਗਏ। ਫਾਊਂਡੇਸ਼ਨ ਦੇ ਨੁਮਾਇੰਦਿਆਂ ਨੇ ਦੱਸਿਆ ਕਿ ਪੇਂਡੂ ਖੇਤਰਾਂ ਵਿਚ ਸਿਹਤ ਸੇਵਾਵਾਂ ਪਹੁੰਚਾਉਣਾ ਉਨ੍ਹਾਂ ਦਾ ਮੁੱਖ ਟੀਚਾ ਹੈ।: [182, 946, 290, 970]
- workshop-col2: ਅਧਿਆਪਕਾਂ ਨੇ ਬੱਚਿਆਂ ਦੀ ਪ੍ਰਗਤੀ ਰਿਪੋਰਟ ਮਾਪਿਆਂ ਨਾਲ ਸਾਂਝੀ ਕੀਤੀ ਅਤੇ ਸੁਝਾਅ ਲਏ।: [596, 700, 670, 718]
- headline-bottom: ਐਗਰੀਡ ਫਾਊਂਡੇਸ਼ਨ ਨੇ ਸਰਕਾਰੀ ਪਿੰਡ ਬਾਰੇ ਕੇ 'ਚ ਲਗਾਇਆ 6ਵਾਂ ਮੁਫ਼ਤ ਮੈਡੀਕਲ ਕੈਂਪ: [182, 779, 477, 790]
- footer-mark-right: Page 6: [600, 1075, 617, 1081]
- dc-col3: ਮਾਪਿਆਂ ਨੇ ਵੀ ਮੇਲੇ ਵਿਚ ਸ਼ਮੂਲੀਅਤ ਕੀਤੀ ਅਤੇ ਬੱਚਿਆਂ ਦਾ ਹੌਂਸਲਾ ਵਧਾਇਆ। ਸਕੂਲ ਪ੍ਰਬੰਧਕਾਂ ਵਲੋਂ ਖਾਣ-ਪੀਣ ਦੇ ਸਟਾਲ ਵੀ ਲਗਾਏ ਗਏ।: [346, 594, 424, 618]
- headline-right-mid: ਸਵ. ਸ਼੍ਰੀਮਤੀ ਰੇਸ਼ਮਾ ਜੈਨ ਦੀ ਯਾਦ 'ਚ ਅੱਖਾਂ ਦੀ ਮੁਫ਼ਤ ਜਾਂਚ ਤੇ ਅਪ੍ਰੇਸ਼ਨ ਕੈਂਪ ਦੀਆਂ ਤਿਆਰੀਆਂ ਸ਼ੁਰੂ: [516, 449, 660, 465]
- eye-camp-col2: ਕੈਂਪ ਵਿਚ ਮਾਹਿਰ ਡਾਕਟਰ ਮਰੀਜ਼ਾਂ ਦੀ ਜਾਂਚ ਕਰਨਗੇ ਅਤੇ ਲੋੜਵੰਦਾਂ ਦੇ ਮੁਫ਼ਤ ਅਪ੍ਰੇਸ਼ਨ ਕੀਤੇ ਜਾਣਗੇ। ਦਵਾਈਆਂ ਅਤੇ ਐਨਕਾਂ ਵੀ ਮੁਫ਼ਤ ਦਿੱਤੀਆਂ ਜਾਣਗੀਆਂ।: [604, 476, 670, 500]
- workshop-photo: [596, 644, 672, 700]
- footer-cmyk-magenta: [28, 1075, 36, 1083]
- left-mid-portrait: [8, 510, 50, 568]
- nasha-portrait: [424, 364, 466, 414]
- bottom-col4: ਪਿੰਡ ਵਾਸੀਆਂ ਨੇ ਫਾਊਂਡੇਸ਼ਨ ਦੇ ਇਸ ਉਪਰਾਲੇ ਦੀ ਸ਼ਲਾਘਾ ਕੀਤੀ।: [434, 812, 512, 824]
- right-lower-col: ਫ਼ਿਰੋਜ਼ਪੁਰ, 8 ਜਨਵਰੀ-ਯੂਥ ਕਾਂਗਰਸ ਵਲੋਂ ਪਾਰਟੀ ਦੀ ਮਜ਼ਬੂਤੀ ਲਈ ਨਵੀਆਂ ਨਿਯੁਕਤੀਆਂ ਕੀਤੀਆਂ ਗਈਆਂ ਹਨ। ਨਵ-ਨਿਯੁਕਤ ਅਹੁਦੇਦਾਰ ਨੇ ਹਾਈਕਮਾਂਡ ਦਾ ਧੰਨਵਾਦ ਕੀਤਾ ਅਤੇ ਪਾਰਟੀ ਲਈ ਤਨਦੇਹੀ ਨਾਲ ਕੰਮ ਕਰਨ ਦਾ ਭਰੋਸਾ ਦਿਵਾਇਆ।: [516, 808, 670, 826]
- rule-right-lower: [516, 778, 670, 779]
- group-photo-caption: ਖੇਡ ਮੇਲੇ ਦੌਰਾਨ ਜੇਤੂ ਵਿਦਿਆਰਥੀਆਂ ਨਾਲ ਸਕੂਲ ਸਟਾਫ਼ ਅਤੇ ਪਤਵੰਤੇ: [182, 764, 290, 769]
- footer-mark-left: Ferozpur: [120, 1075, 142, 1081]
- ett-photo-caption: ਮੈਂਬਰ ਪਾਰਲੀਮੈਂਟ ਸ਼ੇਰ ਸਿੰਘ ਘੁਬਾਇਆ ਨੂੰ ਮੰਗ ਪੱਤਰ ਦਿੰਦੇ ਹੋਏ ਯੂਨੀਅਨ ਆਗੂ: [84, 436, 206, 441]
- workshop-col1: ਮਮਦੋਟ, 8 ਜਨਵਰੀ-ਸਰਕਾਰੀ ਸੀਨੀਅਰ ਸੈਕੰਡਰੀ ਸਕੂਲ ਵਿਖੇ ਮਾਪੇ-ਅਧਿਆਪਕ ਵਰਕਸ਼ਾਪ 2.0 ਦਾ ਆਯੋਜਨ ਕੀਤਾ ਗਿਆ ਜਿਸ ਵਿਚ ਮਾਪਿਆਂ ਨੂੰ ਬੱਚਿਆਂ ਦੀ ਪੜ੍ਹਾਈ ਸਬੰਧੀ ਜਾਣਕਾਰੀ ਦਿੱਤੀ ਗਈ।: [516, 644, 592, 674]
- footer-cmyk-black: [48, 1075, 56, 1083]
